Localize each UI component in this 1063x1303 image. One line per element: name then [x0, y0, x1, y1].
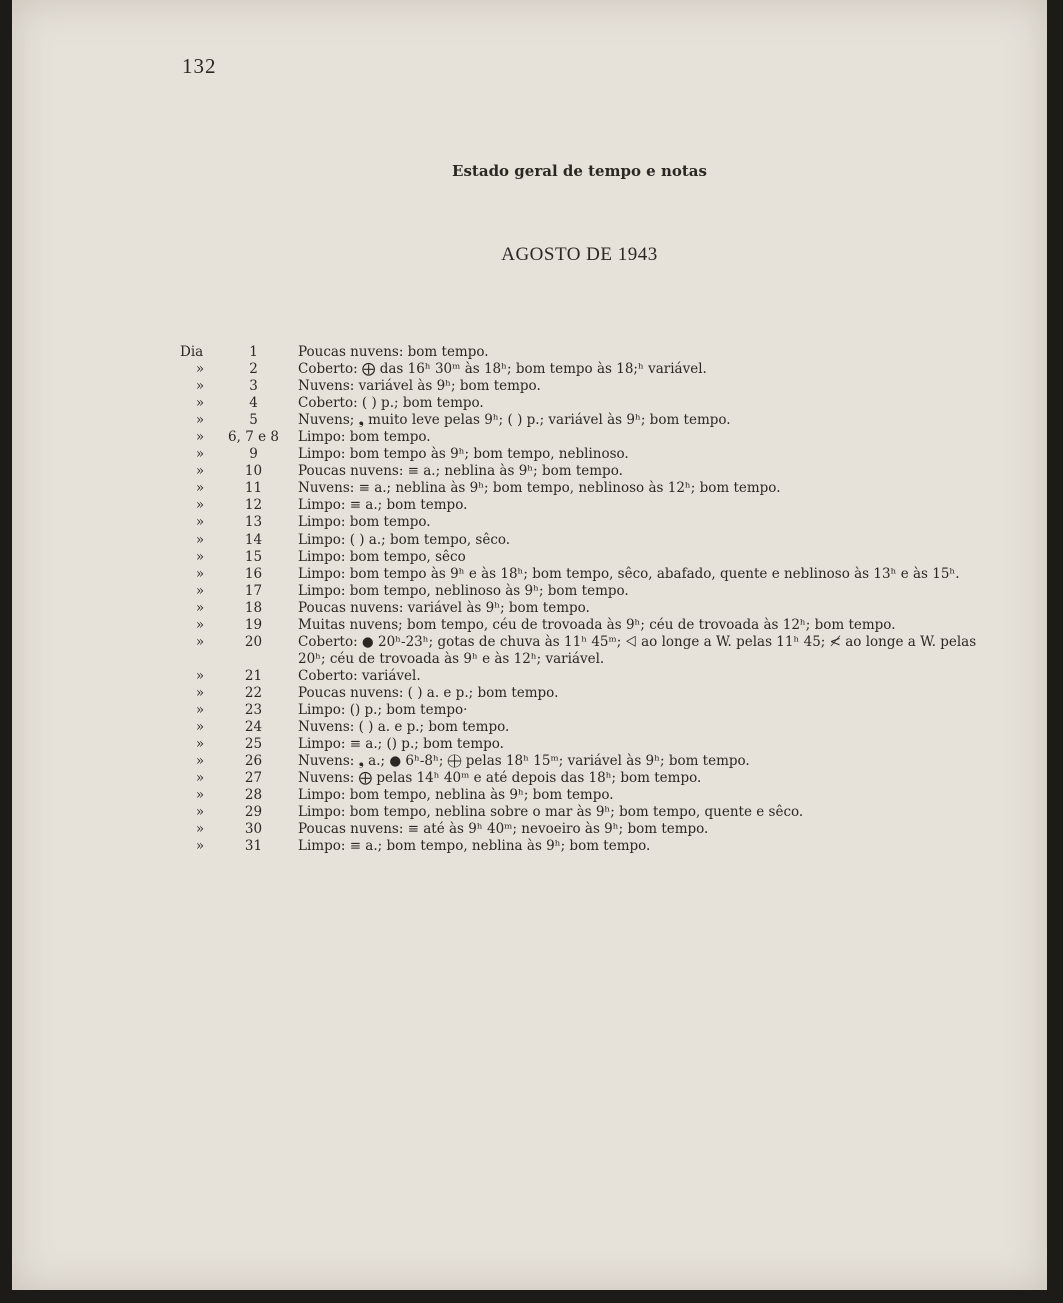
table-row: [12, 497, 1047, 514]
table-row: [12, 736, 1047, 753]
ditto-mark: »: [195, 514, 205, 531]
weather-note: Limpo: ( ) a.; bom tempo, sêco.: [298, 531, 511, 548]
weather-note: Nuvens: ⨁ pelas 14ʰ 40ᵐ e até depois das 18ʰ; bom tempo.: [298, 770, 702, 787]
weather-note: Limpo: bom tempo, neblinoso às 9ʰ; bom tempo.: [298, 582, 629, 599]
day-number: 21: [244, 667, 263, 684]
ditto-mark: »: [195, 633, 205, 650]
table-row: [12, 566, 1047, 583]
ditto-mark: »: [195, 361, 205, 378]
ditto-mark: »: [195, 787, 205, 804]
day-number: 22: [244, 684, 263, 701]
table-row: [12, 344, 1047, 361]
day-number: 1: [249, 344, 258, 360]
table-row: [12, 634, 1047, 668]
day-number: 26: [244, 753, 263, 770]
table-row: [12, 685, 1047, 702]
day-number: 20: [244, 633, 263, 650]
day-number: 4: [249, 395, 258, 412]
table-row: [12, 702, 1047, 719]
day-number: 15: [244, 548, 263, 565]
ditto-mark: »: [195, 378, 205, 395]
day-number: 30: [244, 821, 263, 838]
table-row: [12, 446, 1047, 463]
ditto-mark: »: [195, 531, 205, 548]
weather-note: Limpo: bom tempo, neblina sobre o mar às 9ʰ; bom tempo, quente e sêco.: [298, 804, 804, 821]
ditto-mark: »: [195, 412, 205, 429]
day-number: 16: [244, 565, 263, 582]
ditto-mark: »: [195, 463, 205, 480]
table-row: [12, 429, 1047, 446]
document-page: [12, 0, 1047, 1290]
ditto-mark: »: [195, 719, 205, 736]
table-row: [12, 770, 1047, 787]
ditto-mark: »: [195, 446, 205, 463]
ditto-mark: »: [195, 770, 205, 787]
weather-note: Poucas nuvens: variável às 9ʰ; bom tempo.: [298, 599, 590, 616]
weather-note: Poucas nuvens: ≡ até às 9ʰ 40ᵐ; nevoeiro às 9ʰ; bom tempo.: [298, 821, 709, 838]
weather-note: Limpo: bom tempo, neblina às 9ʰ; bom tempo.: [298, 787, 614, 804]
weather-note: Poucas nuvens: bom tempo.: [298, 344, 489, 360]
ditto-mark: »: [195, 684, 205, 701]
day-number: 2: [249, 361, 258, 378]
table-row: [12, 549, 1047, 566]
day-number: 9: [249, 446, 258, 463]
weather-note: Nuvens: variável às 9ʰ; bom tempo.: [298, 378, 541, 395]
weather-note: Muitas nuvens; bom tempo, céu de trovoada às 9ʰ; céu de trovoada às 12ʰ; bom tempo.: [298, 616, 896, 633]
ditto-mark: »: [195, 582, 205, 599]
day-number: 18: [244, 599, 263, 616]
day-number: 28: [244, 787, 263, 804]
weather-note: Limpo: () p.; bom tempo·: [298, 701, 468, 718]
weather-note: Nuvens: ( ) a. e p.; bom tempo.: [298, 719, 510, 736]
weather-note: Poucas nuvens: ≡ a.; neblina às 9ʰ; bom tempo.: [298, 463, 623, 480]
weather-notes-table: [12, 344, 1047, 855]
ditto-mark: »: [195, 616, 205, 633]
weather-note: Nuvens: ≡ a.; neblina às 9ʰ; bom tempo, neblinoso às 12ʰ; bom tempo.: [298, 480, 781, 497]
table-row: [12, 617, 1047, 634]
table-row: [12, 583, 1047, 600]
section-heading: Estado geral de tempo e notas: [452, 162, 707, 180]
day-number: 11: [244, 480, 263, 497]
weather-note: Limpo: bom tempo, sêco: [298, 548, 466, 565]
table-row: [12, 838, 1047, 855]
weather-note: Limpo: bom tempo.: [298, 514, 431, 531]
ditto-mark: »: [195, 701, 205, 718]
table-row: [12, 480, 1047, 497]
day-number: 6, 7 e 8: [228, 429, 279, 446]
weather-note: Poucas nuvens: ( ) a. e p.; bom tempo.: [298, 684, 559, 701]
ditto-mark: »: [195, 480, 205, 497]
ditto-mark: »: [195, 821, 205, 838]
dia-column-label: Dia: [180, 344, 204, 360]
weather-note: Coberto: ( ) p.; bom tempo.: [298, 395, 484, 412]
day-number: 25: [244, 736, 263, 753]
weather-note: Coberto: variável.: [298, 667, 421, 684]
day-number: 5: [249, 412, 258, 429]
table-row: [12, 532, 1047, 549]
table-row: [12, 412, 1047, 429]
day-number: 13: [244, 514, 263, 531]
weather-note: Coberto: ⨁ das 16ʰ 30ᵐ às 18ʰ; bom tempo às 18;ʰ variável.: [298, 361, 707, 378]
table-row: [12, 378, 1047, 395]
day-number: 14: [244, 531, 263, 548]
weather-note: Limpo: bom tempo.: [298, 429, 431, 446]
day-number: 12: [244, 497, 263, 514]
weather-note: Coberto: ● 20ʰ-23ʰ; gotas de chuva às 11ʰ 45ᵐ; ⨞ ao longe a W. pelas 11ʰ 45; ≮ ao longe a W. pelas 20ʰ; céu de trovoada às 9ʰ e às 12ʰ; variável.: [298, 633, 977, 667]
table-row: [12, 753, 1047, 770]
ditto-mark: »: [195, 804, 205, 821]
weather-note: Limpo: ≡ a.; bom tempo, neblina às 9ʰ; bom tempo.: [298, 838, 651, 855]
ditto-mark: »: [195, 753, 205, 770]
ditto-mark: »: [195, 667, 205, 684]
ditto-mark: »: [195, 565, 205, 582]
ditto-mark: »: [195, 838, 205, 855]
day-number: 3: [249, 378, 258, 395]
weather-note: Nuvens; ❟ muito leve pelas 9ʰ; ( ) p.; variável às 9ʰ; bom tempo.: [298, 412, 731, 429]
ditto-mark: »: [195, 395, 205, 412]
table-row: [12, 787, 1047, 804]
weather-note: Limpo: ≡ a.; bom tempo.: [298, 497, 468, 514]
day-number: 17: [244, 582, 263, 599]
table-row: [12, 600, 1047, 617]
table-row: [12, 821, 1047, 838]
table-row: [12, 804, 1047, 821]
weather-note: Limpo: bom tempo às 9ʰ; bom tempo, neblinoso.: [298, 446, 629, 463]
ditto-mark: »: [195, 429, 205, 446]
day-number: 19: [244, 616, 263, 633]
day-number: 31: [244, 838, 263, 855]
day-number: 27: [244, 770, 263, 787]
table-row: [12, 395, 1047, 412]
weather-note: Limpo: bom tempo às 9ʰ e às 18ʰ; bom tempo, sêco, abafado, quente e neblinoso às 13ʰ e às 15ʰ.: [298, 565, 960, 582]
table-row: [12, 514, 1047, 531]
ditto-mark: »: [195, 548, 205, 565]
ditto-mark: »: [195, 599, 205, 616]
weather-note: Limpo: ≡ a.; () p.; bom tempo.: [298, 736, 504, 753]
table-row: [12, 719, 1047, 736]
day-number: 24: [244, 719, 263, 736]
table-row: [12, 668, 1047, 685]
page-number: 132: [182, 54, 217, 78]
table-row: [12, 463, 1047, 480]
ditto-mark: »: [195, 497, 205, 514]
day-number: 23: [244, 701, 263, 718]
day-number: 29: [244, 804, 263, 821]
table-row: [12, 361, 1047, 378]
weather-note: Nuvens: ❟ a.; ● 6ʰ-8ʰ; ⨁ pelas 18ʰ 15ᵐ; variável às 9ʰ; bom tempo.: [298, 753, 750, 770]
month-title: AGOSTO DE 1943: [501, 244, 658, 265]
day-number: 10: [244, 463, 263, 480]
ditto-mark: »: [195, 736, 205, 753]
